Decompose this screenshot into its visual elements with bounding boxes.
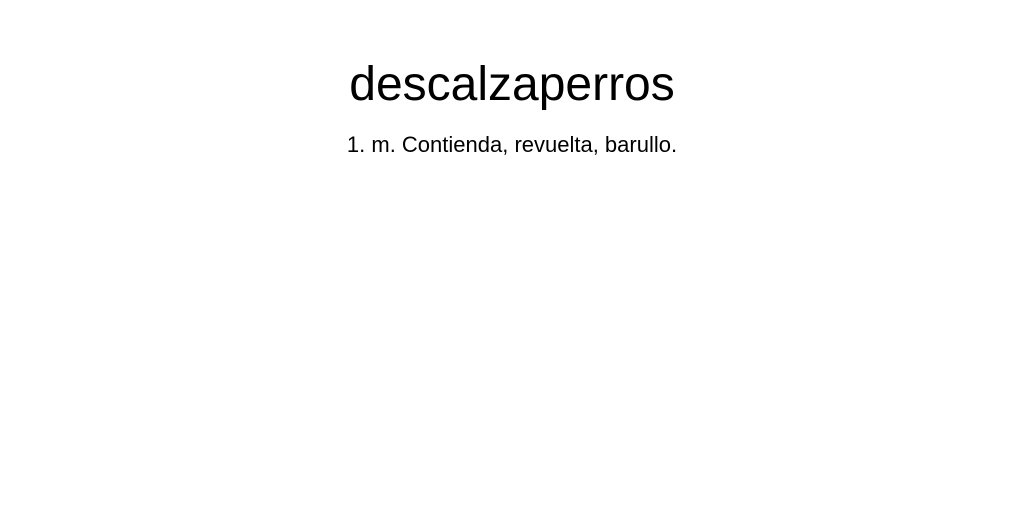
- definition: 1. m. Contienda, revuelta, barullo.: [346, 132, 678, 157]
- headword: descalzaperros: [349, 58, 675, 111]
